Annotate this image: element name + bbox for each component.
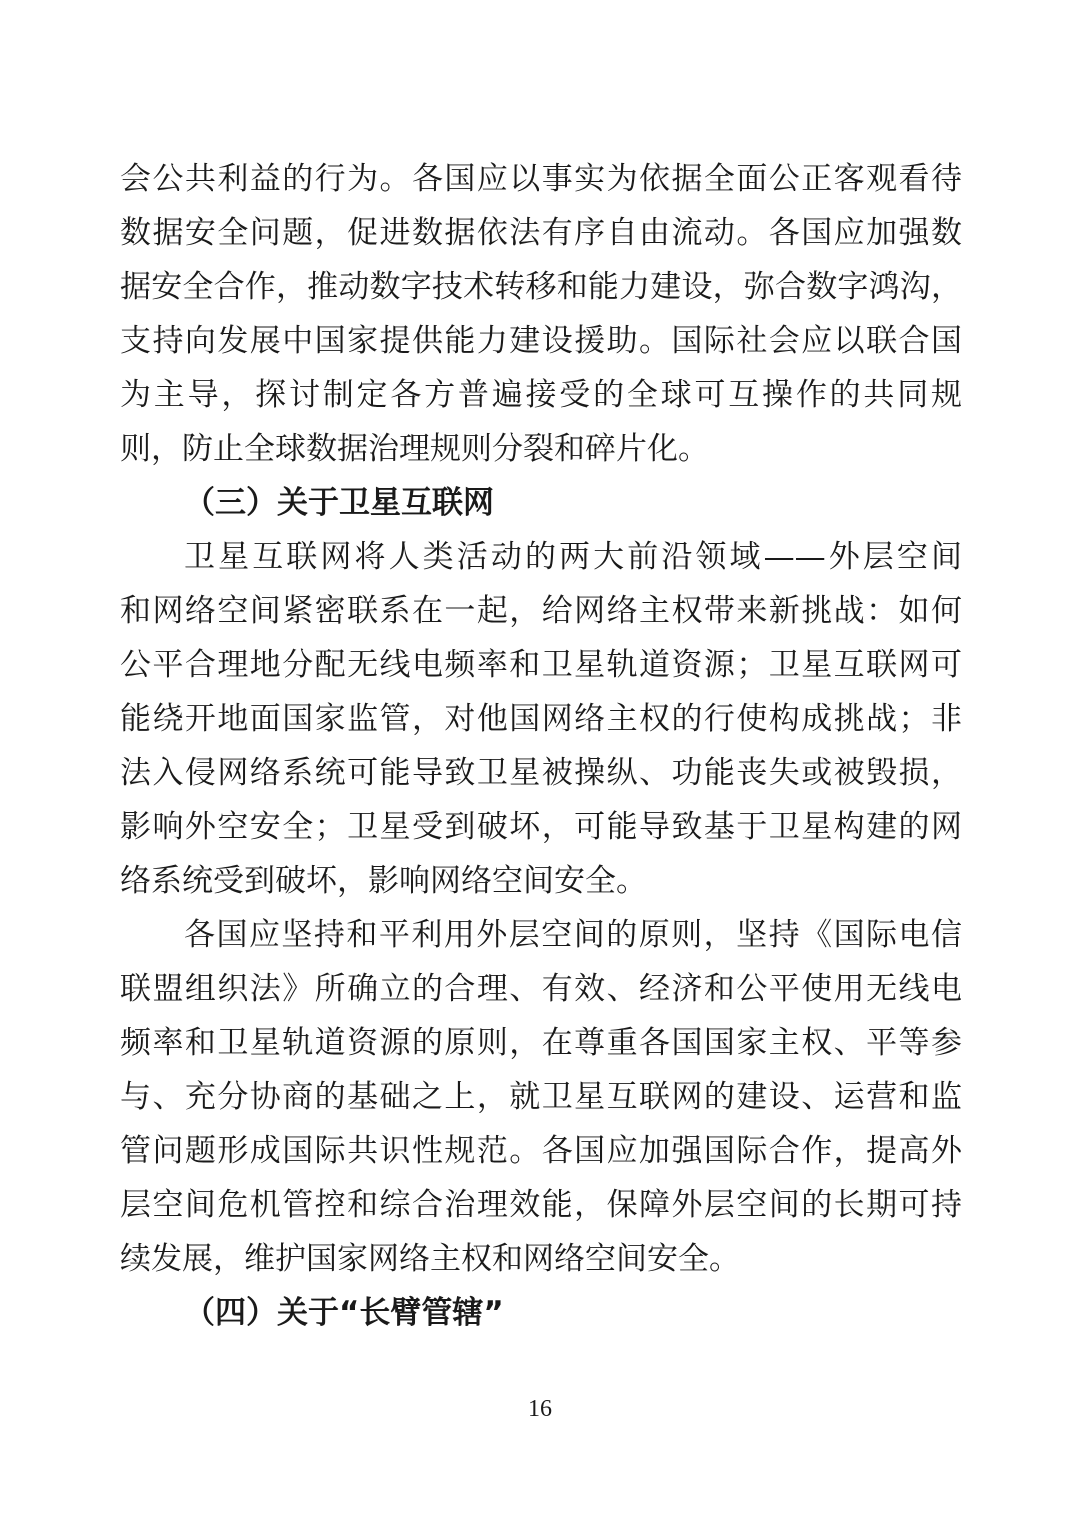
text-line: 管问题形成国际共识性规范。各国应加强国际合作，提高外	[120, 1133, 962, 1169]
text-line: 法入侵网络系统可能导致卫星被操纵、功能丧失或被毁损，	[120, 755, 962, 791]
text-line: 支持向发展中国家提供能力建设援助。国际社会应以联合国	[120, 323, 962, 359]
text-line: 则，防止全球数据治理规则分裂和碎片化。	[120, 431, 709, 467]
text-line: 据安全合作，推动数字技术转移和能力建设，弥合数字鸿沟，	[120, 269, 962, 305]
text-line: 卫星互联网将人类活动的两大前沿领域——外层空间	[184, 539, 962, 575]
text-line: 和网络空间紧密联系在一起，给网络主权带来新挑战：如何	[120, 593, 962, 629]
text-line: 会公共利益的行为。各国应以事实为依据全面公正客观看待	[120, 161, 962, 197]
paragraph-satellite-principles	[120, 908, 962, 1286]
text-line: 为主导，探讨制定各方普遍接受的全球可互操作的共同规	[120, 377, 962, 413]
text-line: 公平合理地分配无线电频率和卫星轨道资源；卫星互联网可	[120, 647, 962, 683]
section-heading-satellite-internet: （三）关于卫星互联网	[184, 485, 494, 521]
text-line: 频率和卫星轨道资源的原则，在尊重各国国家主权、平等参	[120, 1025, 962, 1061]
text-line: 能绕开地面国家监管，对他国网络主权的行使构成挑战；非	[120, 701, 962, 737]
section-heading-long-arm-jurisdiction: （四）关于“长臂管辖”	[184, 1295, 504, 1331]
paragraph-data-security	[120, 152, 962, 476]
paragraph-satellite-challenges	[120, 530, 962, 908]
text-line: 数据安全问题，促进数据依法有序自由流动。各国应加强数	[120, 215, 962, 251]
text-line: 联盟组织法》所确立的合理、有效、经济和公平使用无线电	[120, 971, 962, 1007]
text-line: 络系统受到破坏，影响网络空间安全。	[120, 863, 647, 899]
text-line: 影响外空安全；卫星受到破坏，可能导致基于卫星构建的网	[120, 809, 962, 845]
text-line: 层空间危机管控和综合治理效能，保障外层空间的长期可持	[120, 1187, 962, 1223]
text-line: 各国应坚持和平利用外层空间的原则，坚持《国际电信	[184, 917, 962, 953]
text-line: 与、充分协商的基础之上，就卫星互联网的建设、运营和监	[120, 1079, 962, 1115]
document-body	[120, 152, 962, 1340]
page-number: 16	[528, 1396, 552, 1422]
text-line: 续发展，维护国家网络主权和网络空间安全。	[120, 1241, 740, 1277]
